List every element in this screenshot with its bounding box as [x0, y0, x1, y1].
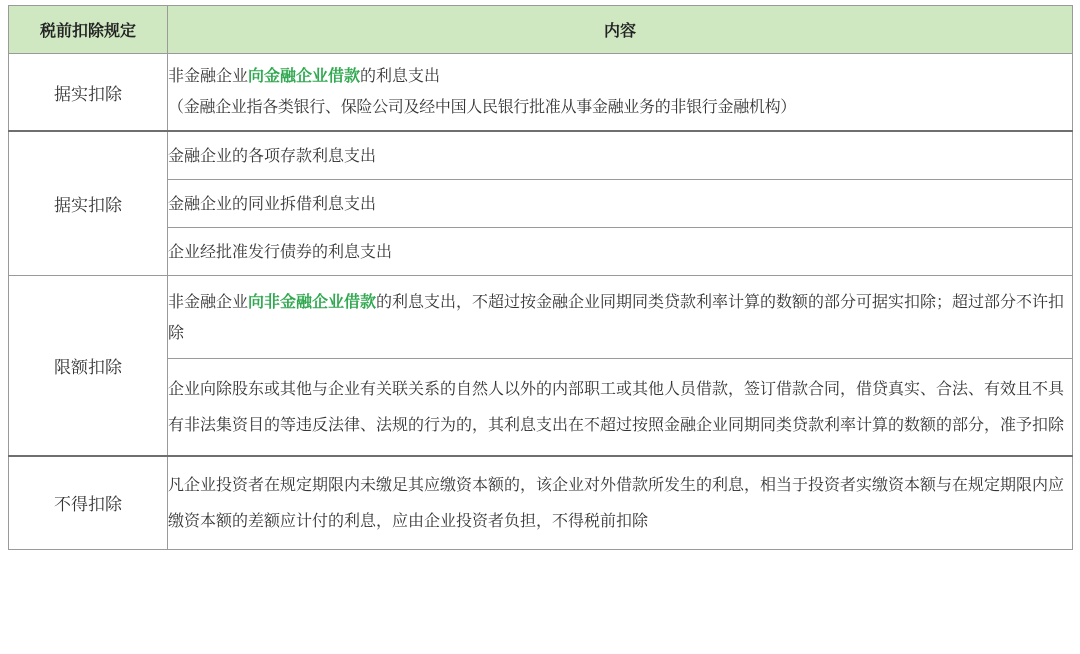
rule-label-not-deductible: 不得扣除 [9, 456, 168, 550]
table-row [9, 227, 1073, 275]
content-text: 的利息支出 [360, 66, 441, 85]
table-row [9, 179, 1073, 227]
table-row [9, 275, 1073, 358]
header-rule: 税前扣除规定 [9, 6, 168, 54]
table-row [9, 91, 1073, 131]
content-cell [168, 275, 1073, 358]
content-cell: 金融企业的各项存款利息支出 [168, 131, 1073, 179]
interest-deduction-table [8, 5, 1073, 550]
table-row [9, 358, 1073, 456]
content-cell [168, 54, 1073, 92]
content-cell: 金融企业的同业拆借利息支出 [168, 179, 1073, 227]
table-row [9, 131, 1073, 179]
header-row [9, 6, 1073, 54]
header-content: 内容 [168, 6, 1073, 54]
highlight-text: 向金融企业借款 [248, 66, 361, 85]
highlight-text: 向非金融企业借款 [248, 291, 377, 311]
table-row [9, 54, 1073, 92]
rule-label-limited: 限额扣除 [9, 275, 168, 456]
content-text: 非金融企业 [168, 66, 249, 85]
content-text: 非金融企业 [168, 291, 249, 311]
content-cell: （金融企业指各类银行、保险公司及经中国人民银行批准从事金融业务的非银行金融机构） [168, 91, 1073, 131]
content-cell: 凡企业投资者在规定期限内未缴足其应缴资本额的，该企业对外借款所发生的利息，相当于投资者实缴资本额与在规定期限内应缴资本额的差额应计付的利息，应由企业投资者负担，不得税前扣除 [168, 456, 1073, 550]
content-cell: 企业向除股东或其他与企业有关联关系的自然人以外的内部职工或其他人员借款，签订借款合同，借贷真实、合法、有效且不具有非法集资目的等违反法律、法规的行为的，其利息支出在不超过按照金融企业同期同类贷款利率计算的数额的部分，准予扣除 [168, 358, 1073, 456]
content-cell: 企业经批准发行债券的利息支出 [168, 227, 1073, 275]
table-row [9, 456, 1073, 550]
content-text: 的利息支出，不超过按金融企业同期同类贷款利率计算的数额的部分可据实扣除；超过部分不许扣除 [168, 291, 1065, 342]
rule-label-actual-2: 据实扣除 [9, 131, 168, 275]
rule-label-actual-1: 据实扣除 [9, 54, 168, 132]
